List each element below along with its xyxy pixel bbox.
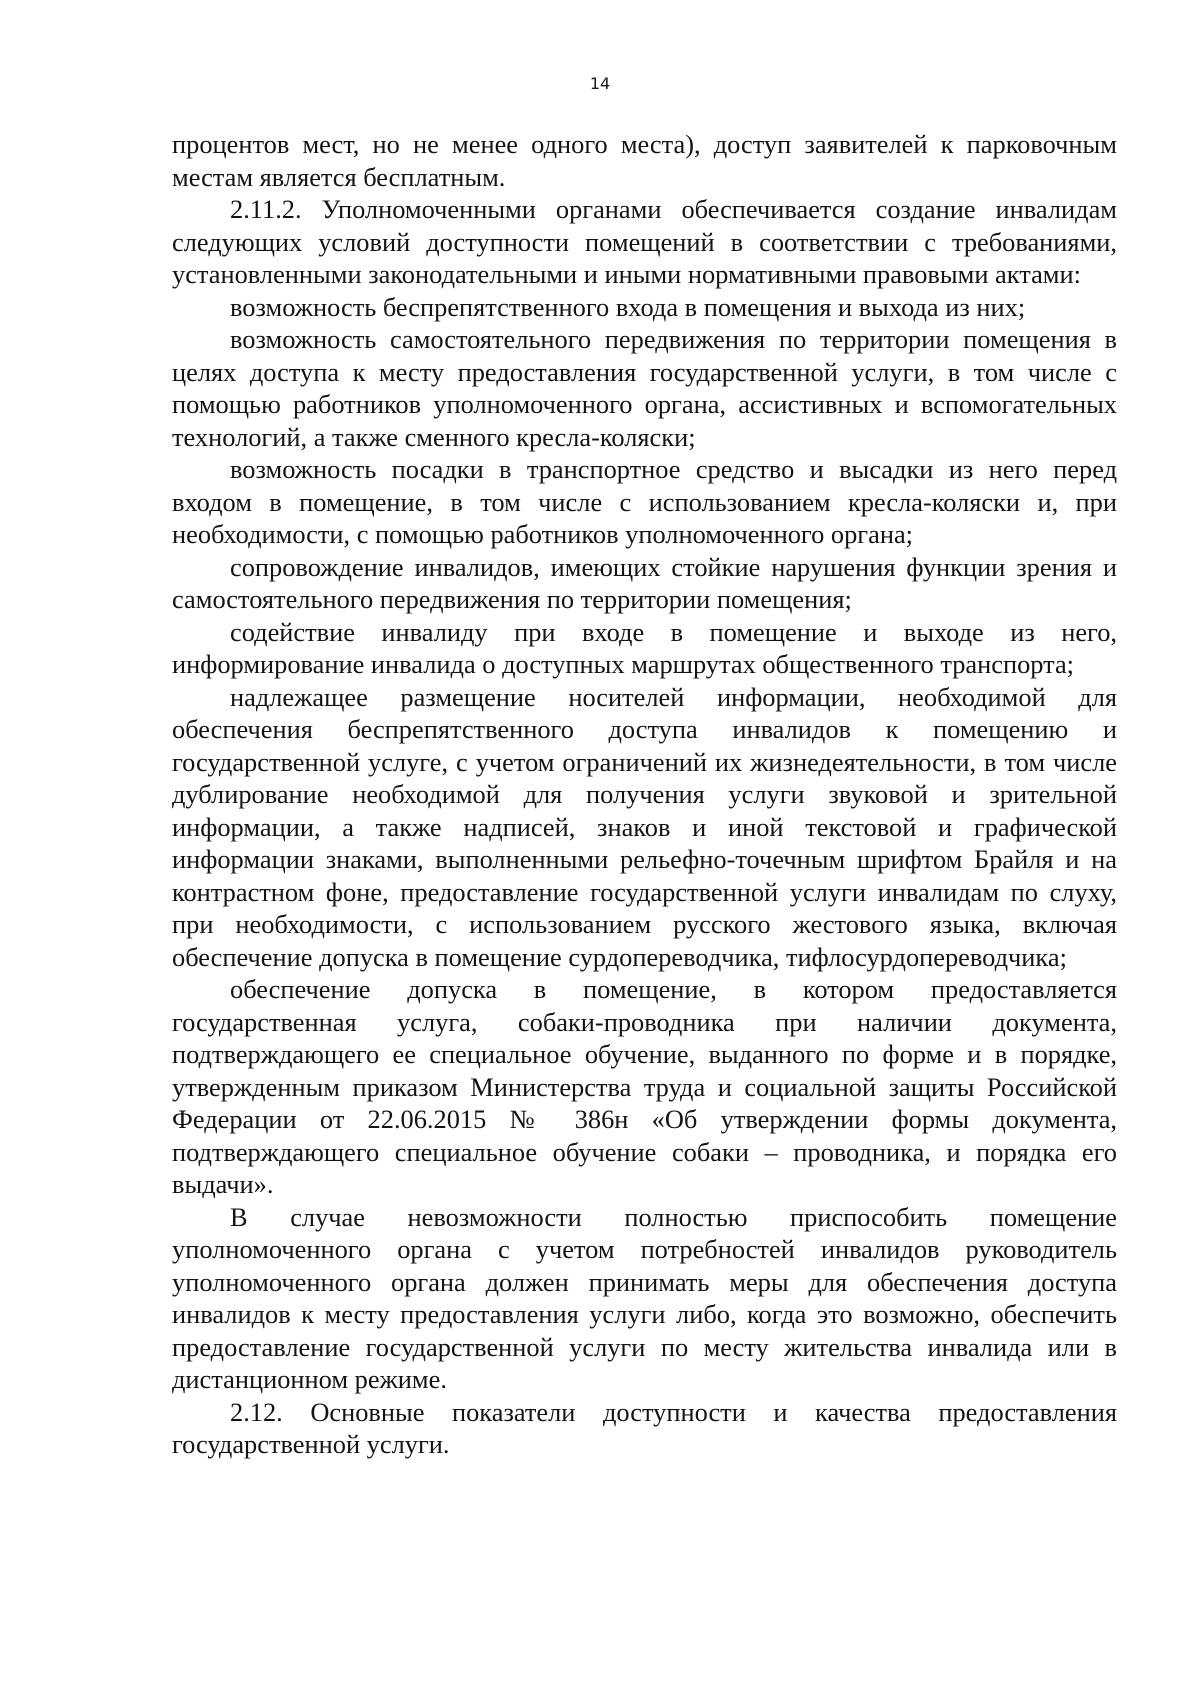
paragraph-escort: сопровождение инвалидов, имеющих стойкие нарушения функции зрения и самостоятельного передвижения по территории помещения;: [172, 551, 1117, 614]
page-number: 14: [589, 74, 611, 93]
paragraph-assistance: содействие инвалиду при входе в помещение и выходе из него, информирование инвалида о доступных маршрутах общественного транспорта;: [172, 616, 1117, 679]
paragraph-guide-dog: обеспечение допуска в помещение, в котором предоставляется государственная услуга, собаки-проводника при наличии документа, подтверждающего ее специальное обучение, выданного по форме и в порядке, утвержденным приказом Министерства труда и социальной защиты Российской Федерации от 22.06.2015 № 386н «Об утверждении формы документа, подтверждающего специальное обучение собаки – проводника, и порядка его выдачи».: [172, 974, 1117, 1199]
paragraph-entry-exit: возможность беспрепятственного входа в помещения и выхода из них;: [230, 291, 1026, 322]
paragraph-2-11-2: 2.11.2. Уполномоченными органами обеспечивается создание инвалидам следующих условий доступности помещений в соответствии с требованиями, установленными законодательными и иными нормативными правовыми актами:: [172, 194, 1117, 289]
paragraph-2-12: 2.12. Основные показатели доступности и качества предоставления государственной услуги.: [172, 1396, 1117, 1459]
paragraph-impossibility: В случае невозможности полностью приспособить помещение уполномоченного органа с учетом потребностей инвалидов руководитель уполномоченного органа должен принимать меры для обеспечения доступа инвалидов к месту предоставления услуги либо, когда это возможно, обеспечить предоставление государственной услуги по месту жительства инвалида или в дистанционном режиме.: [172, 1201, 1117, 1394]
paragraph-information-carriers: надлежащее размещение носителей информации, необходимой для обеспечения беспрепятственного доступа инвалидов к помещению и государственной услуге, с учетом ограничений их жизнедеятельности, в том числе дублирование необходимой для получения услуги звуковой и зрительной информации, а также надписей, знаков и иной текстовой и графической информации знаками, выполненными рельефно-точечным шрифтом Брайля и на контрастном фоне, предоставление государственной услуги инвалидам по слуху, при необходимости, с использованием русского жестового языка, включая обеспечение допуска в помещение сурдопереводчика, тифлосурдопереводчика;: [172, 681, 1117, 972]
paragraph-movement: возможность самостоятельного передвижения по территории помещения в целях доступа к месту предоставления государственной услуги, в том числе с помощью работников уполномоченного органа, ассистивных и вспомогательных технологий, а также сменного кресла-коляски;: [172, 324, 1117, 452]
document-body: [172, 128, 1117, 1461]
paragraph-parking-continuation: процентов мест, но не менее одного места), доступ заявителей к парковочным местам является бесплатным.: [172, 129, 1117, 192]
paragraph-transport-boarding: возможность посадки в транспортное средство и высадки из него перед входом в помещение, в том числе с использованием кресла-коляски и, при необходимости, с помощью работников уполномоченного органа;: [172, 454, 1117, 549]
